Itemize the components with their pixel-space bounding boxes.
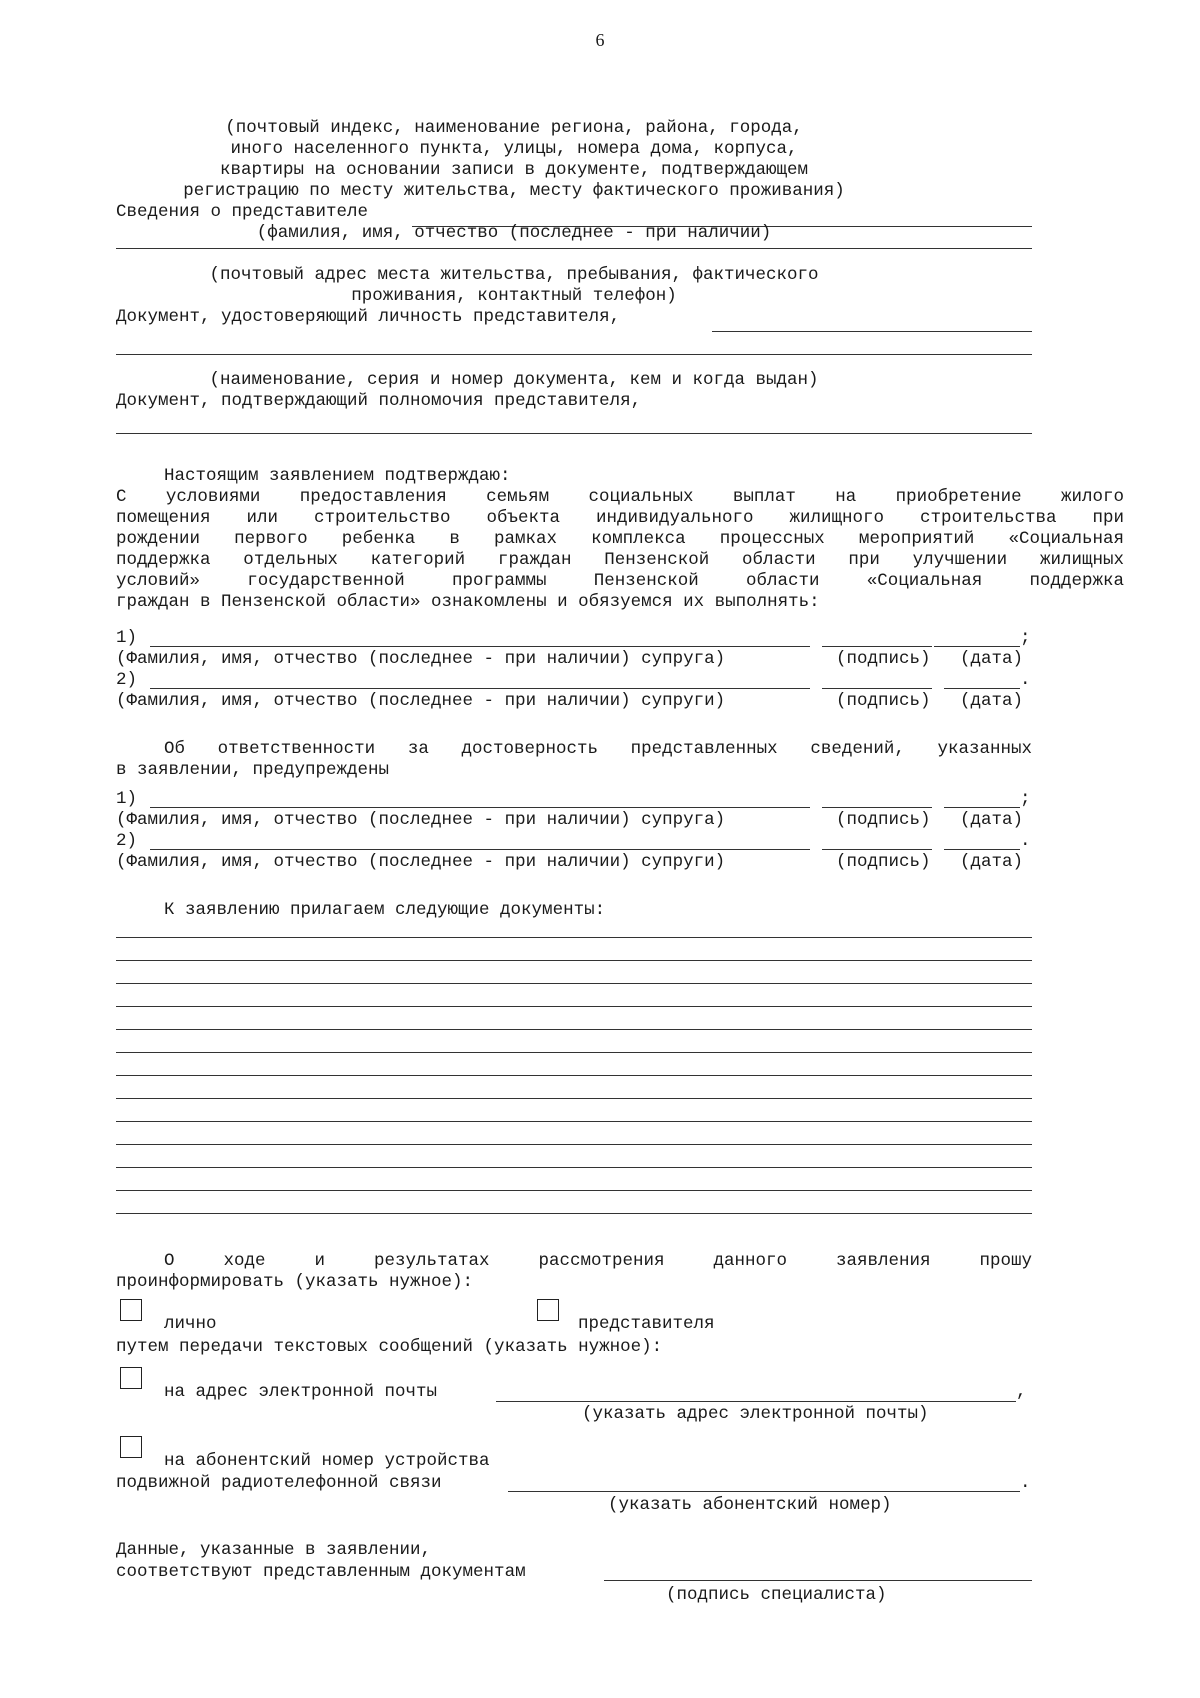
sign2-caption-sign: (подпись): [836, 810, 931, 830]
sign2-caption-date-2: (дата): [960, 852, 1024, 872]
attachment-line[interactable]: [116, 1052, 1032, 1053]
inform-line-1: О ходе и результатах рассмотрения данного заявления прошу: [164, 1251, 1032, 1271]
attachment-line[interactable]: [116, 983, 1032, 984]
confirm-intro: Настоящим заявлением подтверждаю:: [164, 466, 511, 486]
sign2-caption-husband: (Фамилия, имя, отчество (последнее - при наличии) супруга): [116, 810, 726, 830]
id-doc-field[interactable]: [712, 331, 1032, 332]
representative-address-hint-2: проживания, контактный телефон): [351, 286, 677, 306]
phone-checkbox[interactable]: [120, 1436, 142, 1458]
attachment-line[interactable]: [116, 960, 1032, 961]
phone-label-1: на абонентский номер устройства: [164, 1451, 490, 1471]
confirm-line-6: граждан в Пензенской области» ознакомлены и обязуемся их выполнять:: [116, 592, 820, 612]
responsibility-line-2: в заявлении, предупреждены: [116, 760, 390, 780]
id-doc-field-2[interactable]: [116, 354, 1032, 355]
sign2-wife-sign-field[interactable]: [822, 849, 932, 850]
sign1-wife-name-field[interactable]: [150, 688, 810, 689]
sign2-wife-date-field[interactable]: [944, 849, 1020, 850]
sign2-semicolon: ;: [1020, 789, 1031, 809]
representative-option-label: представителя: [578, 1314, 715, 1334]
phone-hint: (указать абонентский номер): [608, 1495, 892, 1515]
address-hint-4: регистрацию по месту жительства, месту фактического проживания): [183, 181, 845, 201]
specialist-line-1: Данные, указанные в заявлении,: [116, 1540, 432, 1560]
sign2-number-1: 1): [116, 789, 138, 809]
sign1-wife-sign-field[interactable]: [822, 688, 932, 689]
inform-line-2: проинформировать (указать нужное):: [116, 1272, 474, 1292]
address-hint-1: (почтовый индекс, наименование региона, района, города,: [225, 118, 803, 138]
sign2-caption-date: (дата): [960, 810, 1024, 830]
representative-name-hint: (фамилия, имя, отчество (последнее - при наличии): [256, 223, 772, 243]
attachment-line[interactable]: [116, 1144, 1032, 1145]
attachment-line[interactable]: [116, 1029, 1032, 1030]
sign2-caption-wife: (Фамилия, имя, отчество (последнее - при наличии) супруги): [116, 852, 726, 872]
sign1-husband-sign-field[interactable]: [822, 646, 932, 647]
phone-label-2: подвижной радиотелефонной связи: [116, 1473, 442, 1493]
authority-doc-label: Документ, подтверждающий полномочия представителя,: [116, 391, 642, 411]
sign2-husband-name-field[interactable]: [150, 807, 810, 808]
email-label: на адрес электронной почты: [164, 1382, 438, 1402]
email-checkbox[interactable]: [120, 1367, 142, 1389]
sign1-caption-sign: (подпись): [836, 649, 931, 669]
personal-checkbox[interactable]: [120, 1299, 142, 1321]
confirm-line-5: условий» государственной программы Пензенской области «Социальная поддержка: [116, 571, 1124, 591]
sign2-husband-sign-field[interactable]: [822, 807, 932, 808]
id-doc-label: Документ, удостоверяющий личность представителя,: [116, 307, 621, 327]
attachment-line[interactable]: [116, 1213, 1032, 1214]
email-hint: (указать адрес электронной почты): [582, 1404, 929, 1424]
specialist-signature-field[interactable]: [604, 1580, 1032, 1581]
confirm-line-4: поддержка отдельных категорий граждан Пензенской области при улучшении жилищных: [116, 550, 1124, 570]
sign1-husband-date-field[interactable]: [934, 646, 1020, 647]
representative-address-hint-1: (почтовый адрес места жительства, пребывания, фактического: [209, 265, 819, 285]
confirm-line-2: помещения или строительство объекта индивидуального жилищного строительства при: [116, 508, 1124, 528]
sign1-caption-husband: (Фамилия, имя, отчество (последнее - при наличии) супруга): [116, 649, 726, 669]
sms-label: путем передачи текстовых сообщений (указать нужное):: [116, 1337, 663, 1357]
sign1-caption-sign-2: (подпись): [836, 691, 931, 711]
sign1-number-2: 2): [116, 670, 138, 690]
attachment-line[interactable]: [116, 937, 1032, 938]
sign1-number-1: 1): [116, 628, 138, 648]
attachment-line[interactable]: [116, 1075, 1032, 1076]
attachment-line[interactable]: [116, 1121, 1032, 1122]
sign2-number-2: 2): [116, 831, 138, 851]
sign2-wife-name-field[interactable]: [150, 849, 810, 850]
phone-period: .: [1020, 1473, 1031, 1493]
email-field[interactable]: [496, 1401, 1016, 1402]
representative-label: Сведения о представителе: [116, 202, 369, 222]
email-comma: ,: [1016, 1382, 1027, 1402]
address-hint-2: иного населенного пункта, улицы, номера дома, корпуса,: [230, 139, 798, 159]
sign2-husband-date-field[interactable]: [944, 807, 1020, 808]
confirm-line-1: С условиями предоставления семьям социальных выплат на приобретение жилого: [116, 487, 1124, 507]
id-doc-hint: (наименование, серия и номер документа, кем и когда выдан): [209, 370, 819, 390]
attachment-line[interactable]: [116, 1098, 1032, 1099]
attachments-label: К заявлению прилагаем следующие документы:: [164, 900, 606, 920]
phone-field[interactable]: [508, 1491, 1020, 1492]
attachment-line[interactable]: [116, 1167, 1032, 1168]
attachment-line[interactable]: [116, 1190, 1032, 1191]
address-hint-3: квартиры на основании записи в документе, подтверждающем: [219, 160, 809, 180]
sign1-semicolon: ;: [1020, 628, 1031, 648]
responsibility-line-1: Об ответственности за достоверность представленных сведений, указанных: [164, 739, 1032, 759]
specialist-hint: (подпись специалиста): [666, 1585, 887, 1605]
confirm-line-3: рождении первого ребенка в рамках комплекса процессных мероприятий «Социальная: [116, 529, 1124, 549]
sign1-caption-date: (дата): [960, 649, 1024, 669]
sign2-period: .: [1020, 831, 1031, 851]
representative-name-field-2[interactable]: [116, 248, 1032, 249]
sign1-caption-wife: (Фамилия, имя, отчество (последнее - при наличии) супруги): [116, 691, 726, 711]
representative-checkbox[interactable]: [537, 1299, 559, 1321]
sign1-period: .: [1020, 670, 1031, 690]
sign1-husband-name-field[interactable]: [150, 646, 810, 647]
specialist-line-2: соответствуют представленным документам: [116, 1562, 526, 1582]
authority-doc-field[interactable]: [116, 433, 1032, 434]
sign1-caption-date-2: (дата): [960, 691, 1024, 711]
attachment-line[interactable]: [116, 1006, 1032, 1007]
sign1-wife-date-field[interactable]: [944, 688, 1020, 689]
sign2-caption-sign-2: (подпись): [836, 852, 931, 872]
page-number: 6: [595, 30, 605, 50]
personal-label: лично: [164, 1314, 217, 1334]
